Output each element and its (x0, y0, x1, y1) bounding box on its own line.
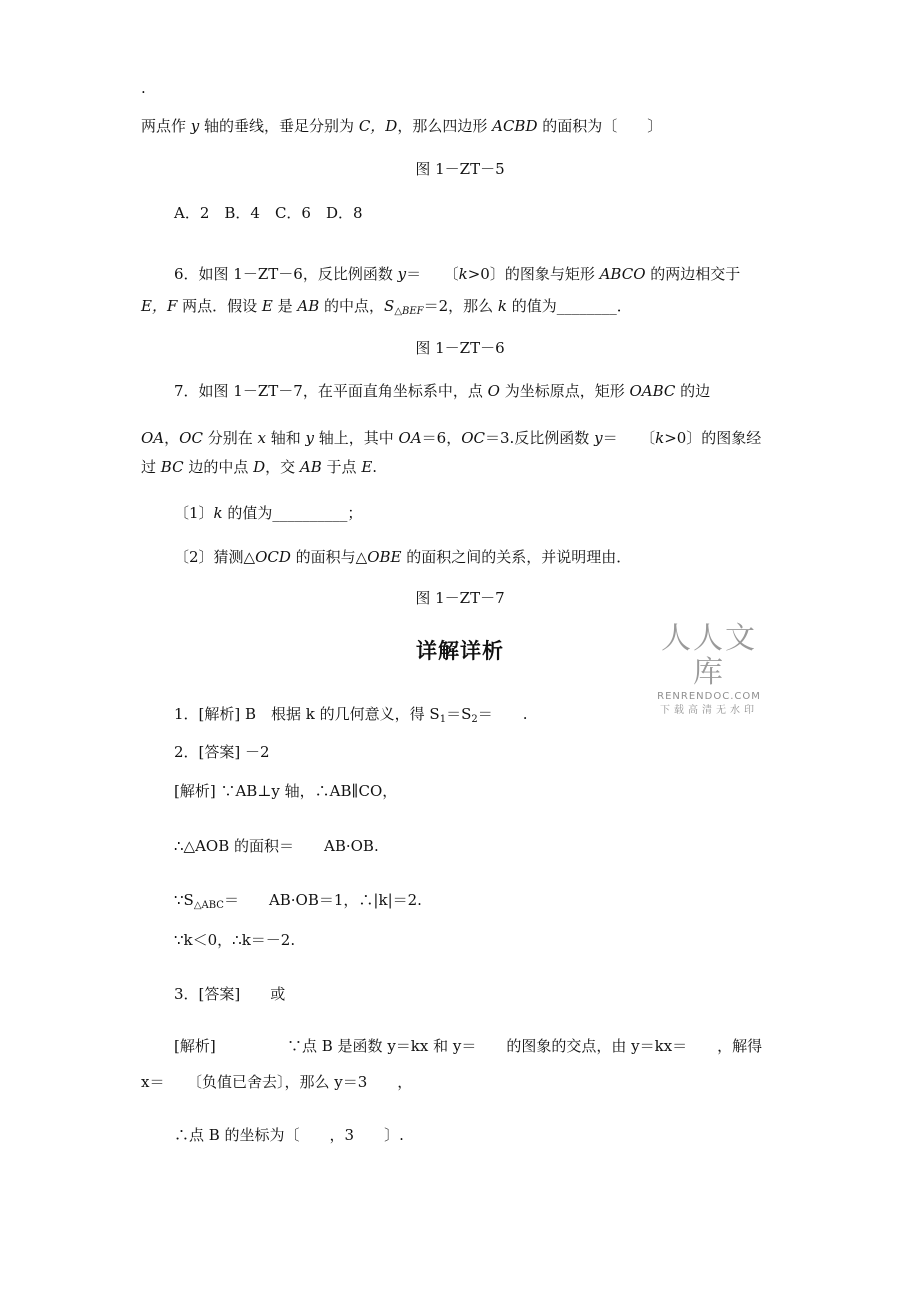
q7-figure-caption: 图 1－ZT－7 (415, 589, 505, 607)
q7-line-1: 7．如图 1－ZT－7，在平面直角坐标系中，点 O 为坐标原点，矩形 OABC 的边 (174, 382, 711, 400)
answer-2-line-4: ∵k＜0，∴k＝－2. (174, 931, 296, 949)
answer-2-line-3: $\because S_{\triangle ABC}=$ AB·OB＝1，∴|k|＝2. (174, 891, 422, 911)
q5-figure-caption: 图 1－ZT－5 (415, 160, 505, 178)
answer-2-line-2: ∴△AOB 的面积＝ AB·OB. (174, 837, 379, 855)
q7-line-3: 过 BC 边的中点 D，交 AB 于点 E. (141, 458, 378, 476)
q7-line-2: OA，OC 分别在 x 轴和 y 轴上，其中 OA＝6，OC＝3.反比例函数 y＝ 〔k>0〕的图象经 (141, 429, 762, 447)
q7-part-2: 〔2〕猜测△OCD 的面积与△OBE 的面积之间的关系，并说明理由． (174, 548, 632, 566)
q6-line-2: E，F 两点．假设 E 是 AB 的中点，$S_{\triangle BEF}=2$，那么 k 的值为________． (141, 297, 632, 317)
q5-stem-line: 两点作 y 轴的垂线，垂足分别为 C，D，那么四边形 ACBD 的面积为〔 〕 (141, 117, 663, 135)
watermark-url: RENRENDOC.COM (657, 691, 761, 702)
q7-part-1: 〔1〕k 的值为__________； (174, 504, 363, 522)
answer-3-label: [解析] (174, 1037, 216, 1055)
q6-figure-caption: 图 1－ZT－6 (415, 339, 505, 357)
answer-3-line-1: ∵点 B 是函数 y＝kx 和 y＝ 的图象的交点，由 y＝kx＝ ，解得 (287, 1037, 763, 1055)
section-title: 详解详析 (416, 639, 504, 663)
answer-1: 1．[解析] B 根据 k 的几何意义，得 $S_1=S_2=$ . (174, 705, 528, 725)
answer-3-header: 3．[答案] 或 (174, 985, 286, 1003)
q5-options: A．2 B．4 C．6 D．8 (174, 204, 363, 222)
answer-2-line-1: [解析] ∵AB⊥y 轴，∴AB∥CO， (174, 782, 398, 800)
watermark-logo (646, 622, 772, 718)
top-dot: . (141, 79, 146, 97)
watermark-main-text: 人人文库 (661, 621, 757, 690)
watermark-subtext: 下载高清无水印 (660, 705, 758, 716)
q6-line-1: 6．如图 1－ZT－6，反比例函数 y＝ 〔k>0〕的图象与矩形 ABCO 的两边相交于 (174, 265, 741, 283)
answer-3-line-2: x＝ 〔负值已舍去〕，那么 y＝3 ， (141, 1073, 413, 1091)
answer-3-line-3: ∴点 B 的坐标为〔 ，3 〕. (174, 1126, 404, 1144)
answer-2-header: 2．[答案] －2 (174, 743, 270, 761)
